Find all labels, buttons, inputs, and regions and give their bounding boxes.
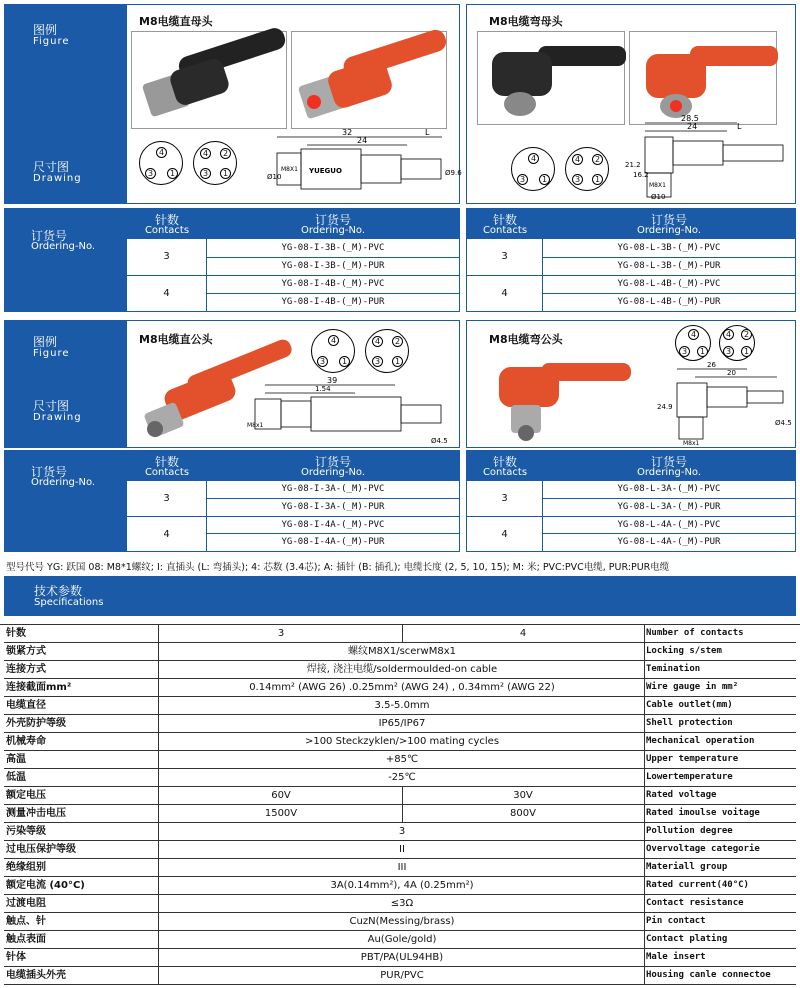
spec-value-3pin: 60V xyxy=(271,790,291,801)
contacts-en: Contacts xyxy=(144,467,190,478)
contacts-cn: 针数 xyxy=(154,213,179,227)
dim-m8: M8x1 xyxy=(683,440,700,447)
spec-value: +85℃ xyxy=(385,754,419,765)
cell-divider xyxy=(158,913,159,931)
contacts-en: Contacts xyxy=(482,467,528,478)
cell-divider xyxy=(644,715,645,733)
cell-divider xyxy=(644,859,645,877)
order-label-en: Ordering-No. xyxy=(31,477,96,488)
cell-divider xyxy=(158,967,159,985)
spec-row xyxy=(4,967,796,985)
spec-row xyxy=(4,625,796,643)
contacts-3: 3 xyxy=(127,481,207,516)
contacts-cn: 针数 xyxy=(492,455,517,469)
spec-value: 3 xyxy=(398,826,406,837)
cell-divider xyxy=(644,625,645,643)
spec-value: PBT/PA(UL94HB) xyxy=(360,952,444,963)
order-row: YG-08-I-3B-(_M)-PVC xyxy=(281,243,385,253)
contacts-4: 4 xyxy=(467,275,543,311)
spec-label-en: Lowertemperature xyxy=(646,772,733,782)
dimension-drawing xyxy=(267,127,462,199)
order-row: YG-08-L-3A-(_M)-PVC xyxy=(617,484,721,494)
spec-label-cn: 机械寿命 xyxy=(6,736,46,747)
spec-label-cn: 污染等级 xyxy=(6,826,46,837)
order-row: YG-08-L-4B-(_M)-PVC xyxy=(543,275,795,293)
dim-32: 32 xyxy=(342,128,353,137)
cell-divider xyxy=(644,895,645,913)
spec-row xyxy=(4,823,796,841)
panel-angle-female xyxy=(466,4,796,204)
figure-label-cn: 图例 xyxy=(33,23,58,37)
spec-value-4pin: 30V xyxy=(513,790,533,801)
cell-divider xyxy=(158,931,159,949)
drawing-label-en: Drawing xyxy=(33,173,82,184)
label-column xyxy=(5,321,127,447)
spec-row xyxy=(4,769,796,787)
cell-divider xyxy=(644,913,645,931)
dim-45: Ø4.5 xyxy=(775,419,792,427)
spec-value-4pin: 4 xyxy=(519,628,527,639)
spec-label-cn: 电缆插头外壳 xyxy=(6,970,66,981)
cell-divider xyxy=(644,877,645,895)
spec-label-en: Shell protection xyxy=(646,718,733,728)
product-photo-black xyxy=(477,31,625,125)
orderno-cn: 订货号 xyxy=(314,213,351,227)
spec-label-cn: 针数 xyxy=(6,628,26,639)
spec-label-en: Number of contacts xyxy=(646,628,744,638)
cell-divider xyxy=(644,733,645,751)
spec-label-cn: 过电压保护等级 xyxy=(6,844,76,855)
contacts-en: Contacts xyxy=(144,225,190,236)
order-row: YG-08-I-4A-(_M)-PUR xyxy=(207,533,459,551)
order-label-column xyxy=(5,451,127,551)
spec-label-en: Cable outlet(mm) xyxy=(646,700,733,710)
spec-value-3pin: 1500V xyxy=(264,808,298,819)
dim-10: Ø10 xyxy=(267,173,282,181)
spec-value: IP65/IP67 xyxy=(378,718,426,729)
spec-label-en: Temination xyxy=(646,664,701,674)
product-photo-orange xyxy=(291,31,447,129)
figure-label-en: Figure xyxy=(33,36,70,47)
spec-value: >100 Steckzyklen/>100 mating cycles xyxy=(304,736,500,747)
spec-label-en: Mechanical operation xyxy=(646,736,755,746)
spec-label-en: Pin contact xyxy=(646,916,706,926)
panel-angle-male xyxy=(466,320,796,448)
spec-value-4pin: 800V xyxy=(510,808,536,819)
spec-label-en: Locking s/stem xyxy=(646,646,722,656)
cell-divider xyxy=(644,679,645,697)
spec-label-en: Housing canle connectoe xyxy=(646,970,771,980)
ordering-table-angle-male xyxy=(466,450,796,552)
cell-divider xyxy=(644,949,645,967)
spec-label-cn: 外壳防护等级 xyxy=(6,718,66,729)
pinout-3pin: 4 3 1 xyxy=(311,329,355,373)
spec-label-en: Materiall group xyxy=(646,862,728,872)
pinout-3pin: 4 3 1 xyxy=(675,325,711,361)
ordering-table-straight-male xyxy=(4,450,460,552)
cell-divider xyxy=(644,931,645,949)
spec-value: II xyxy=(399,844,405,855)
spec-row xyxy=(4,661,796,679)
spec-label-en: Rated current(40°C) xyxy=(646,880,749,890)
ordering-table-straight-female xyxy=(4,208,460,312)
pinout-4pin: 4 2 3 1 xyxy=(565,147,609,191)
order-row: YG-08-L-3B-(_M)-PVC xyxy=(617,243,721,253)
spec-value: 焊接, 浇注电缆/soldermoulded-on cable xyxy=(306,664,498,675)
spec-label-en: Rated imoulse voitage xyxy=(646,808,760,818)
spec-header-cn: 技术参数 xyxy=(34,584,83,598)
dim-16: 16.2 xyxy=(633,171,649,179)
order-label-column xyxy=(5,209,127,311)
order-row: YG-08-L-4A-(_M)-PUR xyxy=(543,533,795,551)
panel-straight-male xyxy=(4,320,460,448)
spec-label-en: Rated voltage xyxy=(646,790,717,800)
dim-m8: M8x1 xyxy=(247,422,264,429)
order-row: YG-08-L-4B-(_M)-PUR xyxy=(543,293,795,311)
spec-label-cn: 高温 xyxy=(6,754,26,765)
dim-285: 28.5 xyxy=(681,114,699,123)
order-row: YG-08-L-4A-(_M)-PVC xyxy=(543,516,795,533)
spec-label-en: Wire gauge in mm² xyxy=(646,682,739,692)
cell-divider xyxy=(158,733,159,751)
order-row: YG-08-I-3A-(_M)-PVC xyxy=(281,484,385,494)
figure-label-en: Figure xyxy=(33,348,70,359)
dim-45: Ø4.5 xyxy=(431,437,448,445)
spec-row xyxy=(4,643,796,661)
dim-20: 20 xyxy=(727,369,736,377)
cell-divider xyxy=(644,643,645,661)
dim-154: 1.54 xyxy=(315,385,331,393)
spec-label-en: Overvoltage categorie xyxy=(646,844,760,854)
spec-value: Au(Gole/gold) xyxy=(367,934,437,945)
contacts-3: 3 xyxy=(127,239,207,275)
spec-label-cn: 测量冲击电压 xyxy=(6,808,66,819)
cell-divider xyxy=(158,643,159,661)
panel-title: M8电缆直公头 xyxy=(139,333,213,346)
cell-divider xyxy=(158,841,159,859)
spec-label-cn: 额定电流 (40°C) xyxy=(6,880,85,891)
spec-value: 0.14mm² (AWG 26) .0.25mm² (AWG 24) , 0.34mm² (AWG 22) xyxy=(249,682,555,693)
contacts-cn: 针数 xyxy=(154,455,179,469)
contacts-3: 3 xyxy=(467,481,543,516)
spec-label-cn: 触点表面 xyxy=(6,934,46,945)
cell-divider xyxy=(644,823,645,841)
contacts-cn: 针数 xyxy=(492,213,517,227)
order-row: YG-08-L-3B-(_M)-PUR xyxy=(543,257,795,275)
spec-value-3pin: 3 xyxy=(277,628,285,639)
dim-96: Ø9.6 xyxy=(445,169,462,177)
spec-label-cn: 过渡电阻 xyxy=(6,898,46,909)
spec-row xyxy=(4,679,796,697)
spec-row xyxy=(4,949,796,967)
spec-label-cn: 触点、针 xyxy=(6,916,46,927)
pinout-4pin: 4 2 3 1 xyxy=(193,141,237,185)
spec-row xyxy=(4,877,796,895)
panel-title: M8电缆直母头 xyxy=(139,15,213,28)
spec-label-en: Contact resistance xyxy=(646,898,744,908)
cell-divider xyxy=(158,895,159,913)
dim-24: 24 xyxy=(687,122,698,131)
order-header xyxy=(467,451,795,481)
spec-value: 螺纹M8X1/scerwM8x1 xyxy=(348,646,456,657)
spec-label-cn: 绝缘组别 xyxy=(6,862,46,873)
spec-label-cn: 锁紧方式 xyxy=(6,646,46,657)
order-row: YG-08-I-4A-(_M)-PVC xyxy=(207,516,459,533)
spec-row xyxy=(4,697,796,715)
pinout-3pin: 4 3 1 xyxy=(139,141,183,185)
spec-value: ≤3Ω xyxy=(390,898,414,909)
spec-label-cn: 针体 xyxy=(6,952,26,963)
spec-row xyxy=(4,859,796,877)
drawing-label-cn: 尺寸图 xyxy=(33,399,70,413)
cell-divider xyxy=(158,715,159,733)
spec-value: PUR/PVC xyxy=(380,970,424,981)
contacts-4: 4 xyxy=(127,275,207,311)
cell-divider xyxy=(158,859,159,877)
order-label-cn: 订货号 xyxy=(31,229,68,243)
spec-label-cn: 电缆直径 xyxy=(6,700,46,711)
pinout-4pin: 4 2 3 1 xyxy=(365,329,409,373)
cell-divider xyxy=(158,949,159,967)
contacts-3: 3 xyxy=(467,239,543,275)
spec-table xyxy=(0,624,800,986)
product-photo-black xyxy=(131,31,287,129)
drawing-label-cn: 尺寸图 xyxy=(33,160,70,174)
panel-title: M8电缆弯母头 xyxy=(489,15,563,28)
spec-label-en: Upper temperature xyxy=(646,754,739,764)
order-header xyxy=(467,209,795,239)
dim-26: 26 xyxy=(707,361,716,369)
spec-row xyxy=(4,841,796,859)
order-row: YG-08-I-4B-(_M)-PVC xyxy=(207,275,459,293)
orderno-en: Ordering-No. xyxy=(636,467,702,478)
dim-249: 24.9 xyxy=(657,403,673,411)
spec-row xyxy=(4,895,796,913)
orderno-en: Ordering-No. xyxy=(636,225,702,236)
dim-24: 24 xyxy=(357,136,368,145)
dimension-drawing xyxy=(617,115,795,203)
spec-label-cn: 连接方式 xyxy=(6,664,46,675)
spec-row xyxy=(4,715,796,733)
dimension-drawing xyxy=(245,377,457,447)
order-row: YG-08-I-3A-(_M)-PUR xyxy=(207,498,459,516)
model-code-legend: 型号代号 YG: 跃国 08: M8*1螺纹; I: 直插头 (L: 弯插头); 4: 芯数 (3.4芯); A: 插针 (B: 插孔); 电缆长度 (2, 5, 10, 15); M: 米; PVC:PVC电缆, PUR:PUR电缆 xyxy=(6,562,670,573)
panel-title: M8电缆弯公头 xyxy=(489,333,563,346)
dim-m8: M8X1 xyxy=(281,166,298,173)
dim-m8: M8X1 xyxy=(649,182,666,189)
cell-divider xyxy=(158,661,159,679)
spec-label-en: Contact plating xyxy=(646,934,728,944)
contacts-4: 4 xyxy=(127,516,207,551)
dim-l: L xyxy=(425,128,430,137)
order-label-en: Ordering-No. xyxy=(31,241,96,252)
spec-header-en: Specifications xyxy=(34,597,104,608)
cell-divider xyxy=(158,787,159,805)
cell-divider xyxy=(158,769,159,787)
cell-divider xyxy=(644,769,645,787)
figure-label-cn: 图例 xyxy=(33,335,58,349)
cell-divider xyxy=(158,805,159,823)
dimension-drawing xyxy=(637,359,795,447)
cell-divider xyxy=(158,751,159,769)
dim-39: 39 xyxy=(327,376,338,385)
dim-21: 21.2 xyxy=(625,161,641,169)
spec-row xyxy=(4,931,796,949)
spec-label-en: Pollution degree xyxy=(646,826,733,836)
spec-header xyxy=(4,576,796,616)
pinout-4pin: 4 2 3 1 xyxy=(719,325,755,361)
spec-label-cn: 额定电压 xyxy=(6,790,46,801)
dim-l: L xyxy=(737,122,742,131)
cell-divider xyxy=(158,823,159,841)
cell-divider xyxy=(644,661,645,679)
spec-value: -25℃ xyxy=(388,772,416,783)
spec-value: III xyxy=(397,862,407,873)
brand-text: YUEGUO xyxy=(309,167,342,175)
label-column xyxy=(5,5,127,203)
spec-row xyxy=(4,913,796,931)
orderno-cn: 订货号 xyxy=(650,213,687,227)
product-photo-orange xyxy=(629,31,777,125)
drawing-label-en: Drawing xyxy=(33,412,82,423)
cell-divider xyxy=(644,697,645,715)
cell-divider xyxy=(158,625,159,643)
spec-label-cn: 低温 xyxy=(6,772,26,783)
orderno-cn: 订货号 xyxy=(650,455,687,469)
order-header xyxy=(127,209,459,239)
order-header xyxy=(127,451,459,481)
orderno-cn: 订货号 xyxy=(314,455,351,469)
cell-divider xyxy=(158,877,159,895)
dim-10: Ø10 xyxy=(651,193,666,201)
spec-value: 3.5-5.0mm xyxy=(374,700,430,711)
spec-row xyxy=(4,751,796,769)
contacts-en: Contacts xyxy=(482,225,528,236)
cell-divider xyxy=(644,751,645,769)
order-row: YG-08-I-3B-(_M)-PUR xyxy=(207,257,459,275)
cell-divider xyxy=(644,805,645,823)
product-photo-orange xyxy=(481,349,631,445)
cell-divider xyxy=(158,679,159,697)
spec-label-en: Male insert xyxy=(646,952,706,962)
contacts-4: 4 xyxy=(467,516,543,551)
pinout-3pin: 4 3 1 xyxy=(511,147,555,191)
order-row: YG-08-L-3A-(_M)-PUR xyxy=(543,498,795,516)
orderno-en: Ordering-No. xyxy=(300,467,366,478)
cell-divider xyxy=(644,841,645,859)
cell-divider xyxy=(158,697,159,715)
orderno-en: Ordering-No. xyxy=(300,225,366,236)
spec-row xyxy=(4,805,796,823)
cell-divider xyxy=(644,967,645,985)
spec-label-cn: 连接截面mm² xyxy=(6,682,72,693)
ordering-table-angle-female xyxy=(466,208,796,312)
order-label-cn: 订货号 xyxy=(31,465,68,479)
spec-value: CuzN(Messing/brass) xyxy=(349,916,455,927)
panel-straight-female xyxy=(4,4,460,204)
spec-row xyxy=(4,787,796,805)
cell-divider xyxy=(644,787,645,805)
spec-row xyxy=(4,733,796,751)
spec-value: 3A(0.14mm²), 4A (0.25mm²) xyxy=(330,880,474,891)
order-row: YG-08-I-4B-(_M)-PUR xyxy=(207,293,459,311)
